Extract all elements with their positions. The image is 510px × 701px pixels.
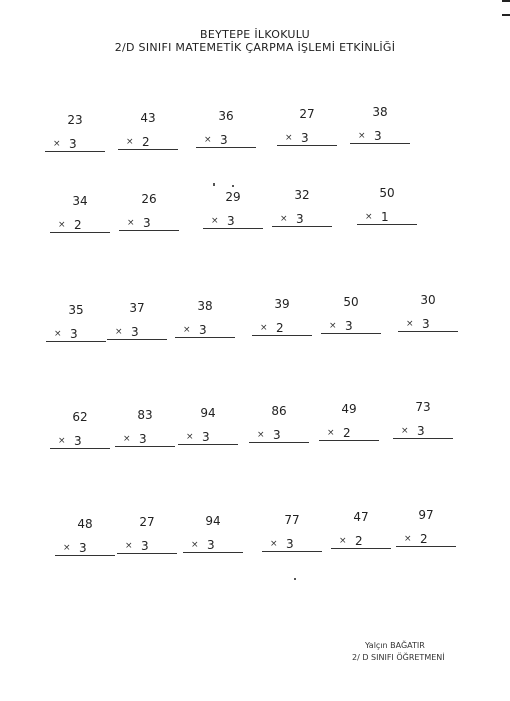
problem-11 (46, 303, 106, 349)
multiplier-line (175, 323, 235, 338)
problem-26 (262, 513, 322, 559)
problem-22 (393, 400, 453, 446)
problem-6 (50, 194, 110, 240)
multiplicand: 32 (294, 188, 310, 202)
multiplicand: 38 (372, 105, 388, 119)
multiplicand: 94 (205, 514, 221, 528)
multiply-sign: × (126, 137, 134, 147)
multiplier: 2 (74, 218, 82, 232)
multiplicand: 97 (418, 508, 434, 522)
teacher-name: Yalçın BAĞATIR (365, 641, 425, 650)
multiplicand: 29 (225, 190, 241, 204)
problem-21 (319, 402, 379, 448)
multiplier: 2 (343, 426, 351, 440)
multiplier: 1 (381, 210, 389, 224)
multiply-sign: × (183, 325, 191, 335)
multiplier-line (183, 538, 243, 553)
problem-14 (252, 297, 312, 343)
multiplicand: 62 (72, 410, 88, 424)
multiplicand: 27 (299, 107, 315, 121)
multiplicand: 48 (77, 517, 93, 531)
multiplicand: 77 (284, 513, 300, 527)
multiply-sign: × (285, 133, 293, 143)
multiplier-line (119, 216, 179, 231)
multiplier: 2 (142, 135, 150, 149)
multiply-sign: × (211, 216, 219, 226)
multiplier-line (45, 137, 105, 152)
multiplier-line (396, 532, 456, 547)
multiplier: 3 (374, 129, 382, 143)
multiplier-line (398, 317, 458, 332)
multiply-sign: × (327, 428, 335, 438)
multiplier: 3 (74, 434, 82, 448)
problem-23 (55, 517, 115, 563)
problem-15 (321, 295, 381, 341)
multiplicand: 73 (415, 400, 431, 414)
multiplicand: 47 (353, 510, 369, 524)
multiply-sign: × (53, 139, 61, 149)
problem-3 (196, 109, 256, 155)
problem-27 (331, 510, 391, 556)
multiply-sign: × (260, 323, 268, 333)
multiplier-line (178, 430, 238, 445)
problem-19 (178, 406, 238, 452)
multiplier-line (117, 539, 177, 554)
problem-7 (119, 192, 179, 238)
problem-13 (175, 299, 235, 345)
multiplier-line (249, 428, 309, 443)
multiplier-line (319, 426, 379, 441)
scan-speck (213, 183, 215, 186)
multiplier: 3 (131, 325, 139, 339)
multiply-sign: × (339, 536, 347, 546)
multiplier: 3 (220, 133, 228, 147)
problem-17 (50, 410, 110, 456)
multiplier: 3 (296, 212, 304, 226)
problem-10 (357, 186, 417, 232)
multiplier-line (272, 212, 332, 227)
multiplier: 3 (69, 137, 77, 151)
problem-28 (396, 508, 456, 554)
multiplier: 3 (417, 424, 425, 438)
multiply-sign: × (63, 543, 71, 553)
multiply-sign: × (280, 214, 288, 224)
problem-2 (118, 111, 178, 157)
problem-25 (183, 514, 243, 560)
multiplicand: 49 (341, 402, 357, 416)
multiplier: 2 (276, 321, 284, 335)
multiplier-line (331, 534, 391, 549)
scan-speck (232, 185, 234, 187)
multiplier-line (203, 214, 263, 229)
multiplicand: 30 (420, 293, 436, 307)
multiply-sign: × (123, 434, 131, 444)
problem-1 (45, 113, 105, 159)
multiplier-line (350, 129, 410, 144)
multiplier-line (252, 321, 312, 336)
multiplier-line (277, 131, 337, 146)
multiply-sign: × (186, 432, 194, 442)
multiplier-line (46, 327, 106, 342)
multiplier-line (107, 325, 167, 340)
multiplier-line (50, 434, 110, 449)
multiplier: 3 (141, 539, 149, 553)
multiplier: 3 (345, 319, 353, 333)
multiplicand: 43 (140, 111, 156, 125)
multiplier-line (118, 135, 178, 150)
multiply-sign: × (401, 426, 409, 436)
multiplicand: 86 (271, 404, 287, 418)
multiplier: 3 (207, 538, 215, 552)
multiplier: 3 (139, 432, 147, 446)
multiplier: 3 (79, 541, 87, 555)
multiply-sign: × (404, 534, 412, 544)
multiply-sign: × (365, 212, 373, 222)
scan-speck (294, 578, 296, 580)
problem-18 (115, 408, 175, 454)
multiplier: 3 (286, 537, 294, 551)
multiplicand: 83 (137, 408, 153, 422)
multiplier-line (393, 424, 453, 439)
problem-12 (107, 301, 167, 347)
multiplier-line (50, 218, 110, 233)
multiplier: 3 (301, 131, 309, 145)
multiply-sign: × (115, 327, 123, 337)
multiply-sign: × (257, 430, 265, 440)
multiplier-line (55, 541, 115, 556)
multiplicand: 50 (343, 295, 359, 309)
multiply-sign: × (58, 220, 66, 230)
multiplicand: 36 (218, 109, 234, 123)
problem-8 (203, 190, 263, 236)
problem-16 (398, 293, 458, 339)
worksheet-title: 2/D SINIFI MATEMETİK ÇARPMA İŞLEMİ ETKİNLİĞİ (114, 41, 396, 54)
multiply-sign: × (329, 321, 337, 331)
multiply-sign: × (54, 329, 62, 339)
scan-edge-mark (502, 14, 510, 16)
multiplier-line (357, 210, 417, 225)
multiply-sign: × (358, 131, 366, 141)
multiplier: 2 (355, 534, 363, 548)
multiplicand: 37 (129, 301, 145, 315)
multiplicand: 34 (72, 194, 88, 208)
problem-4 (277, 107, 337, 153)
multiplier-line (115, 432, 175, 447)
multiplier: 3 (227, 214, 235, 228)
multiply-sign: × (58, 436, 66, 446)
problem-20 (249, 404, 309, 450)
multiply-sign: × (191, 540, 199, 550)
multiply-sign: × (125, 541, 133, 551)
school-name: BEYTEPE İLKOKULU (199, 28, 310, 41)
multiply-sign: × (270, 539, 278, 549)
multiplier-line (196, 133, 256, 148)
multiplier: 3 (199, 323, 207, 337)
teacher-role: 2/ D SINIFI ÖĞRETMENİ (352, 653, 445, 662)
multiplier-line (321, 319, 381, 334)
multiplier-line (262, 537, 322, 552)
multiplicand: 94 (200, 406, 216, 420)
multiplier: 3 (70, 327, 78, 341)
multiplicand: 23 (67, 113, 83, 127)
multiplicand: 39 (274, 297, 290, 311)
multiplicand: 38 (197, 299, 213, 313)
scan-edge-mark (502, 0, 510, 2)
multiplier: 2 (420, 532, 428, 546)
multiplicand: 26 (141, 192, 157, 206)
problem-24 (117, 515, 177, 561)
multiplier: 3 (143, 216, 151, 230)
multiplicand: 27 (139, 515, 155, 529)
multiplicand: 35 (68, 303, 84, 317)
multiply-sign: × (204, 135, 212, 145)
multiplier: 3 (202, 430, 210, 444)
multiply-sign: × (127, 218, 135, 228)
multiplicand: 50 (379, 186, 395, 200)
multiplier: 3 (273, 428, 281, 442)
multiply-sign: × (406, 319, 414, 329)
problem-9 (272, 188, 332, 234)
multiplier: 3 (422, 317, 430, 331)
problem-5 (350, 105, 410, 151)
